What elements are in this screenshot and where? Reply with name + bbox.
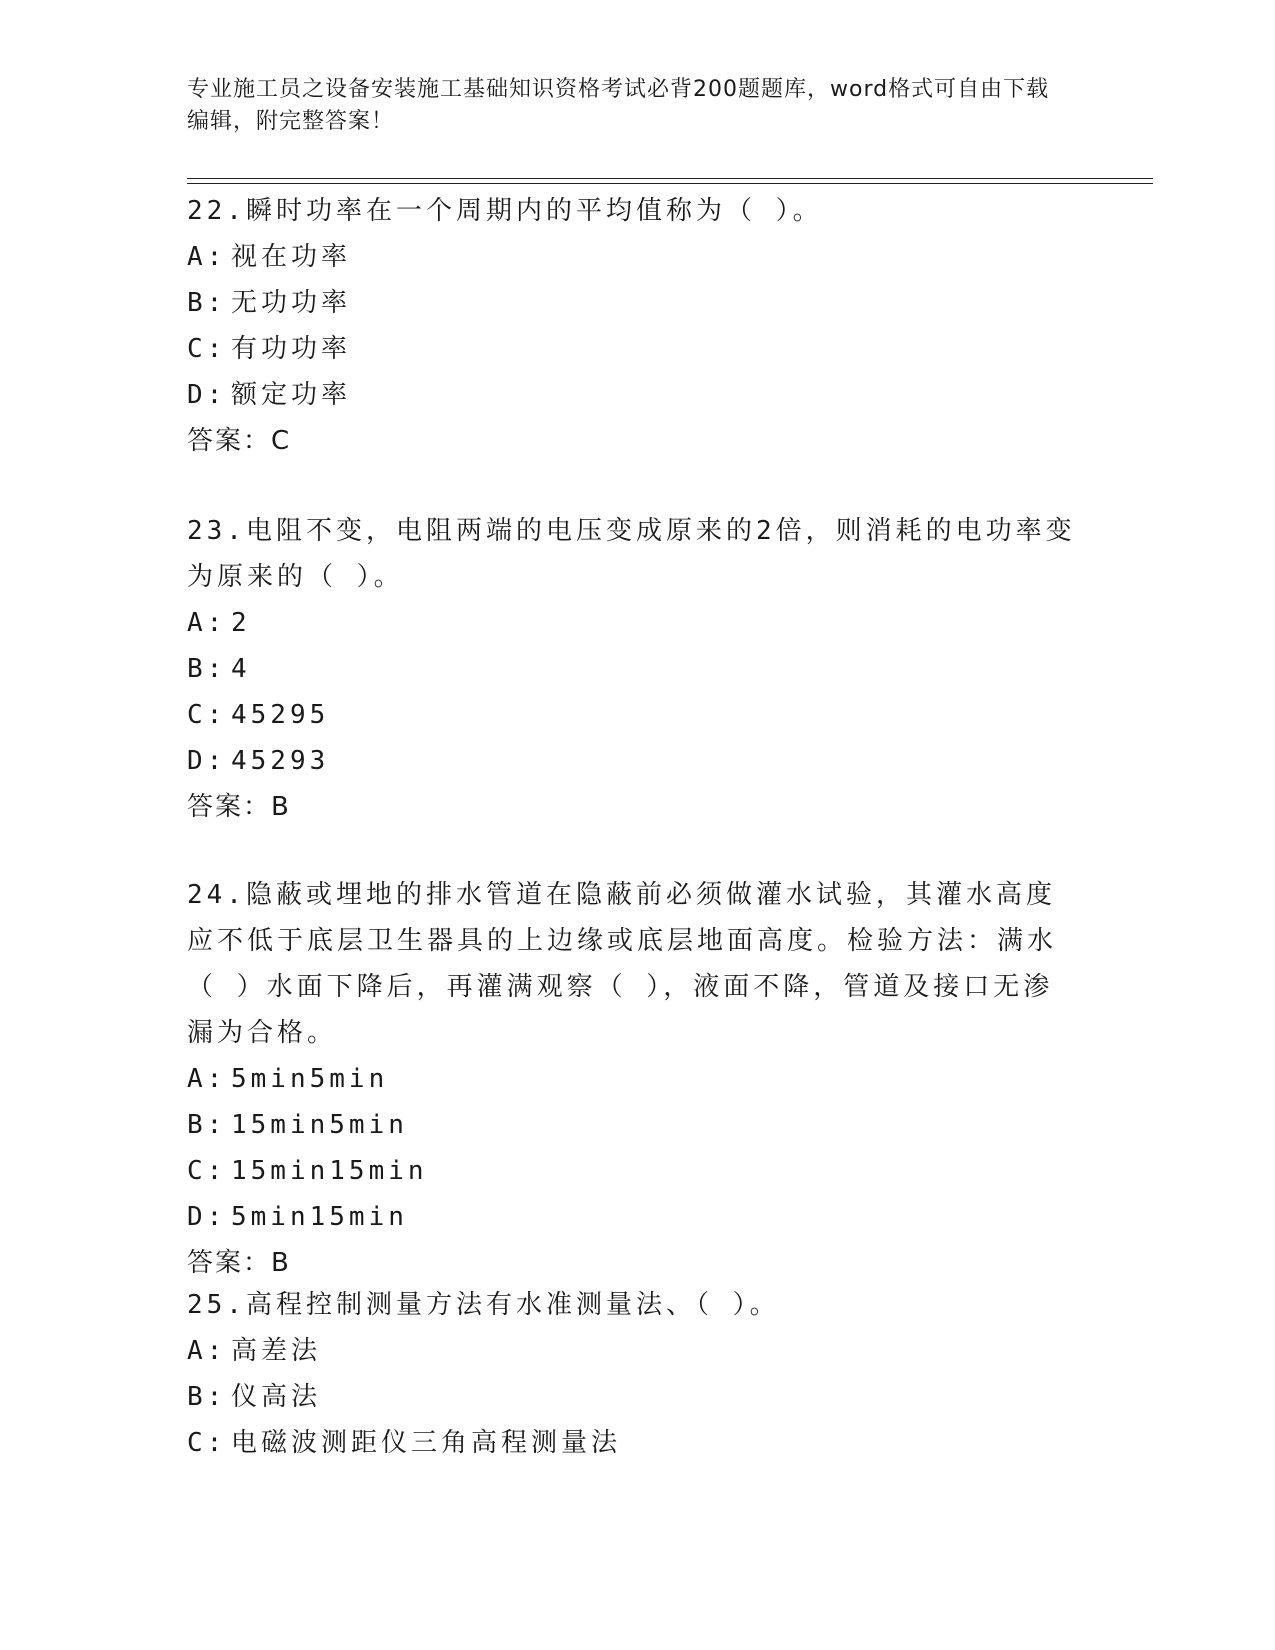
document-intro: 专业施工员之设备安装施工基础知识资格考试必背200题题库，word格式可自由下载编辑，附完整答案！ (187, 77, 1050, 134)
option-letter: C: (187, 1156, 227, 1186)
answer-line: 答案：C (187, 426, 292, 456)
header-divider-bottom (187, 183, 1153, 184)
option-letter: B: (187, 1110, 227, 1140)
option-text: 2 (231, 608, 251, 638)
option-letter: C: (187, 1428, 227, 1458)
option-a (187, 600, 1077, 646)
option-letter: B: (187, 288, 227, 318)
option-b (187, 280, 1077, 326)
option-letter: B: (187, 654, 227, 684)
option-text: 无功功率 (231, 288, 352, 318)
option-text: 4 (231, 654, 251, 684)
option-letter: D: (187, 1202, 227, 1232)
option-b (187, 1102, 1077, 1148)
option-text: 仪高法 (231, 1382, 322, 1412)
option-d (187, 372, 1077, 418)
option-text: 额定功率 (231, 380, 352, 410)
question-22 (187, 188, 1077, 464)
answer-line: 答案：B (187, 1248, 291, 1278)
option-text: 15min15min (231, 1156, 428, 1186)
question-stem: 23.电阻不变，电阻两端的电压变成原来的2倍，则消耗的电功率变为原来的（ ）。 (187, 516, 1076, 592)
option-text: 电磁波测距仪三角高程测量法 (231, 1428, 622, 1458)
option-letter: D: (187, 380, 227, 410)
option-text: 5min5min (231, 1064, 389, 1094)
question-stem: 24.隐蔽或埋地的排水管道在隐蔽前必须做灌水试验，其灌水高度应不低于底层卫生器具的上边缘或底层地面高度。检验方法：满水（ ）水面下降后，再灌满观察（ ），液面不降，管道及接口无渗漏为合格。 (187, 880, 1058, 1048)
question-25 (187, 1282, 1077, 1466)
question-stem: 25.高程控制测量方法有水准测量法、（ ）。 (187, 1290, 780, 1320)
question-23 (187, 508, 1077, 830)
answer-line: 答案：B (187, 792, 291, 822)
option-letter: A: (187, 1336, 227, 1366)
option-a (187, 234, 1077, 280)
question-24 (187, 872, 1077, 1286)
option-letter: A: (187, 242, 227, 272)
option-letter: A: (187, 1064, 227, 1094)
option-b (187, 646, 1077, 692)
option-text: 高差法 (231, 1336, 322, 1366)
option-text: 视在功率 (231, 242, 352, 272)
option-text: 5min15min (231, 1202, 408, 1232)
option-c (187, 1148, 1077, 1194)
option-letter: C: (187, 334, 227, 364)
option-text: 15min5min (231, 1110, 408, 1140)
question-stem: 22.瞬时功率在一个周期内的平均值称为（ ）。 (187, 196, 823, 226)
option-c (187, 692, 1077, 738)
option-a (187, 1328, 1077, 1374)
option-letter: B: (187, 1382, 227, 1412)
option-d (187, 1194, 1077, 1240)
option-d (187, 738, 1077, 784)
option-letter: C: (187, 700, 227, 730)
option-text: 45295 (231, 700, 330, 730)
option-letter: D: (187, 746, 227, 776)
option-b (187, 1374, 1077, 1420)
header-divider-top (187, 178, 1153, 179)
option-c (187, 1420, 1077, 1466)
option-text: 有功功率 (231, 334, 352, 364)
option-letter: A: (187, 608, 227, 638)
option-a (187, 1056, 1077, 1102)
option-text: 45293 (231, 746, 330, 776)
option-c (187, 326, 1077, 372)
